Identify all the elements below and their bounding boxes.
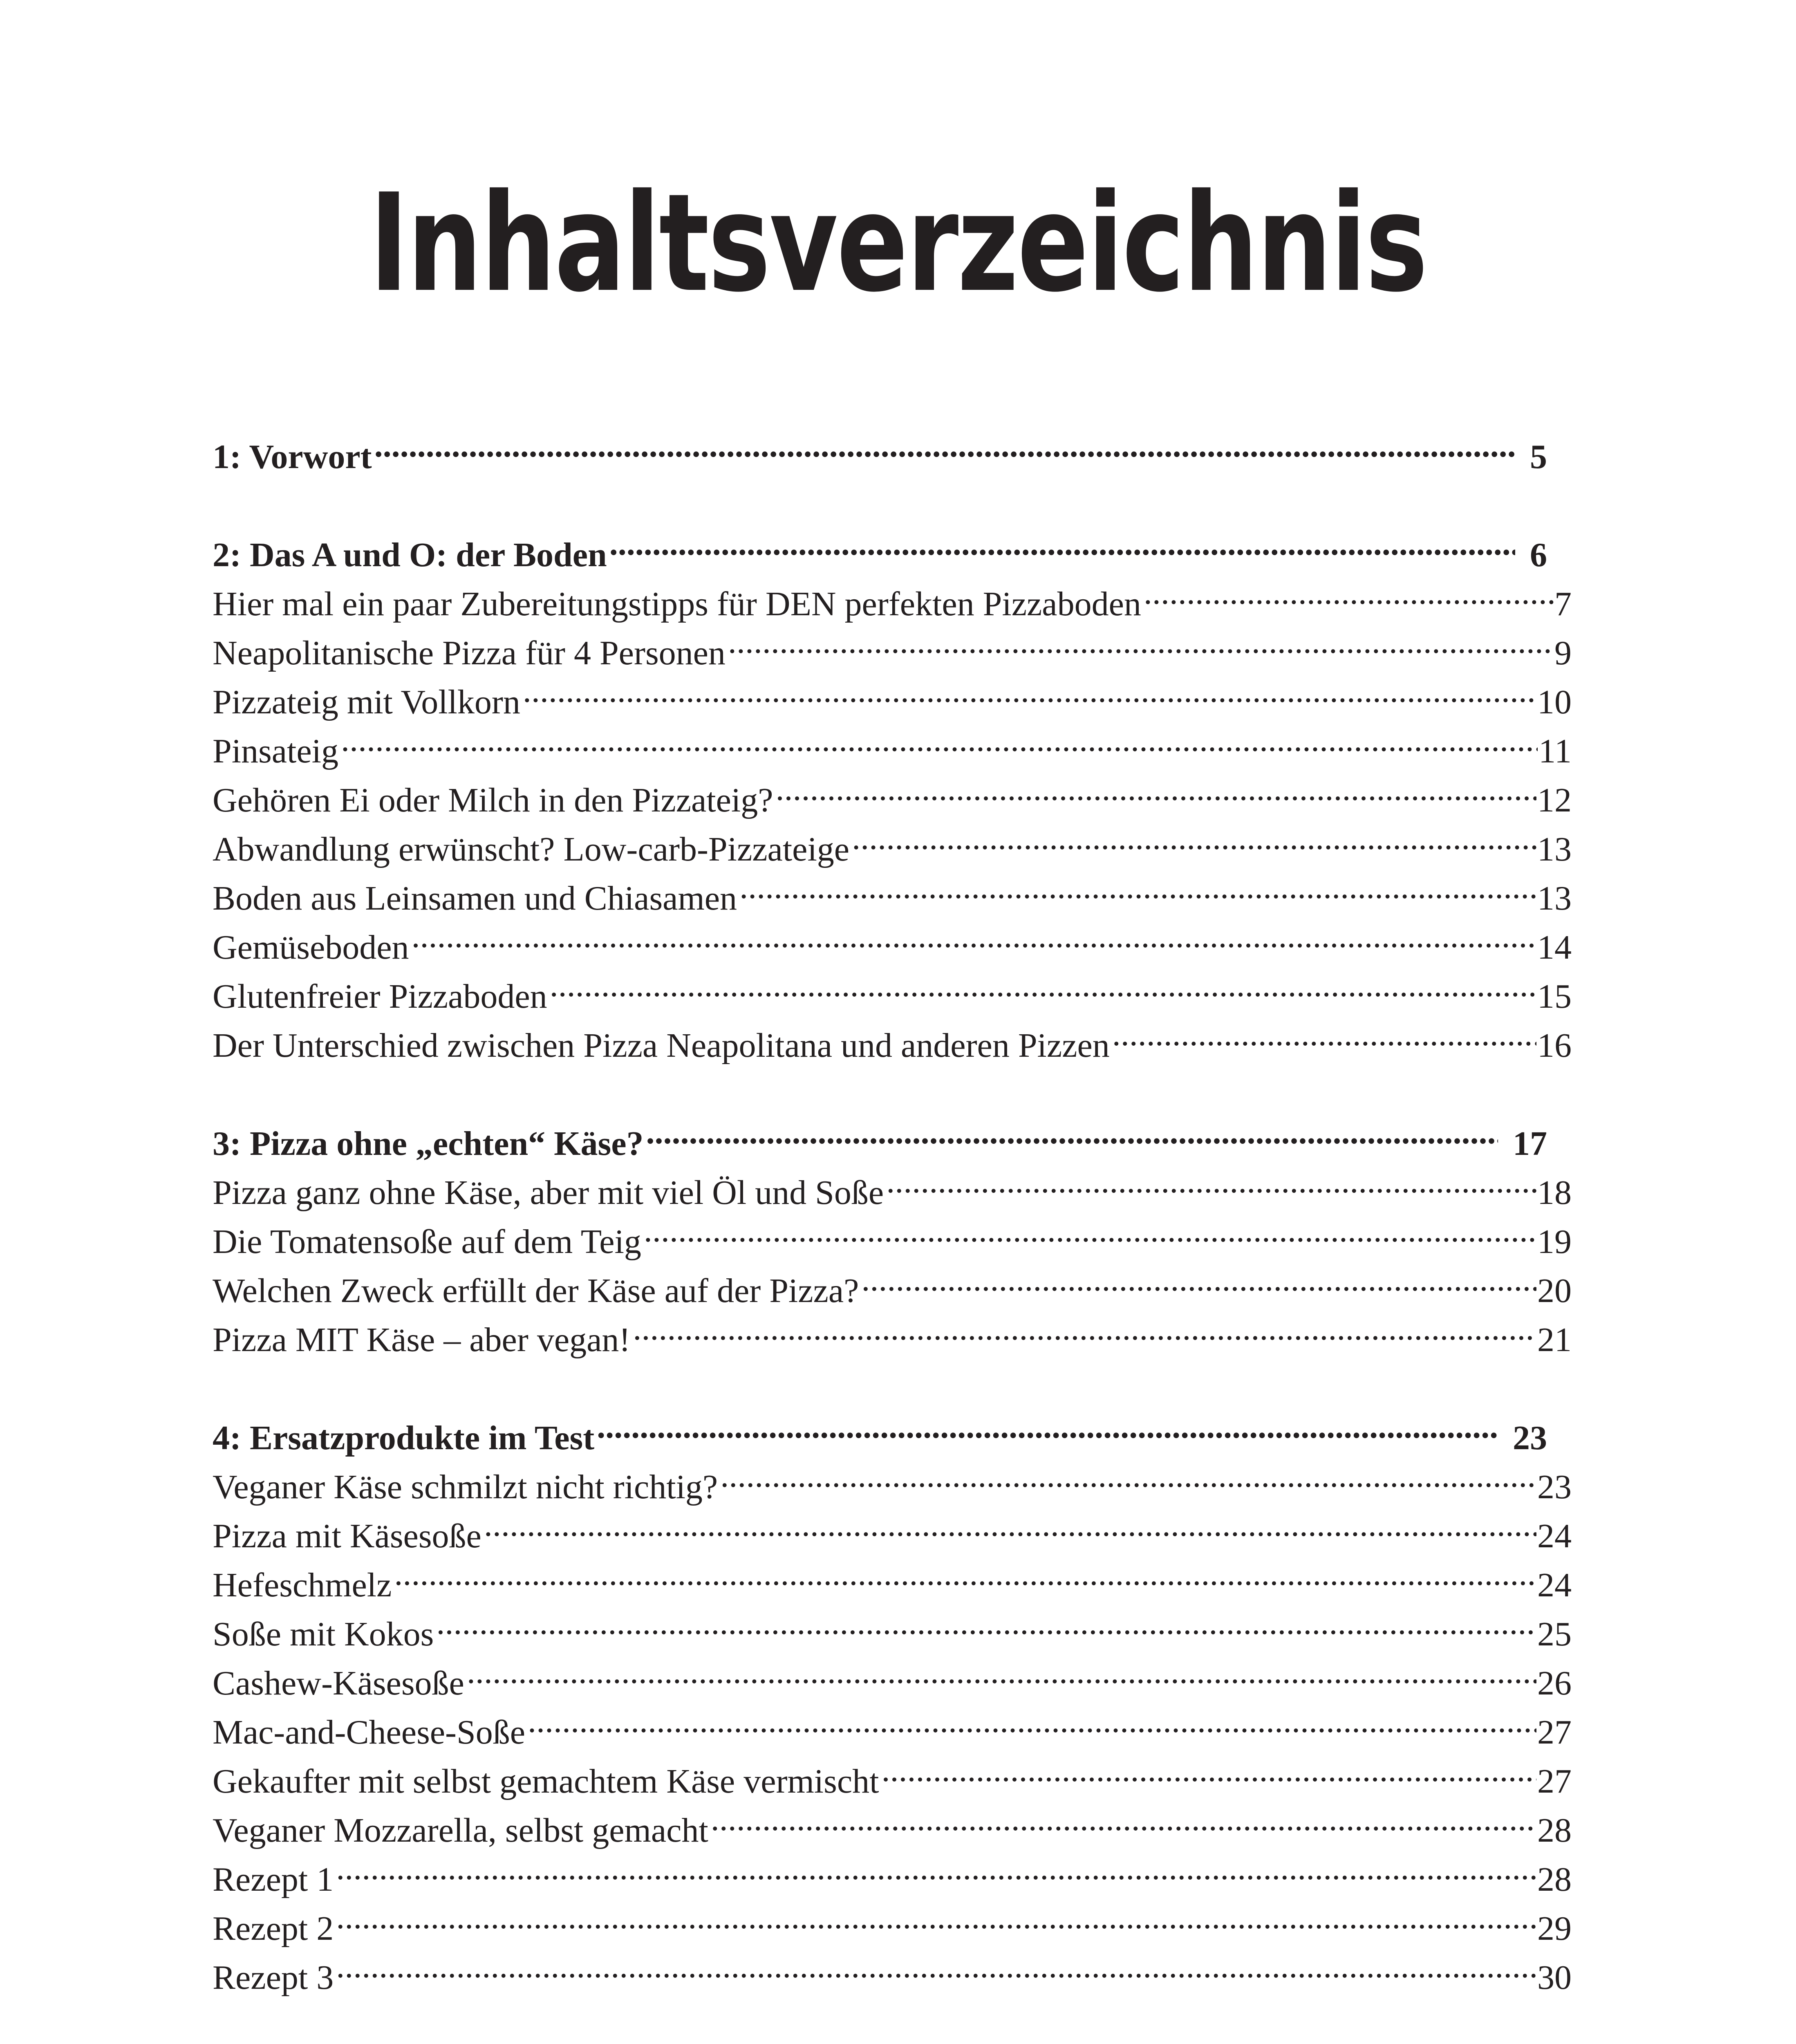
toc-page-number: 27	[1537, 1713, 1572, 1751]
toc-entry-title: Mac-and-Cheese-Soße	[213, 1713, 526, 1751]
toc-page-number: 16	[1537, 1026, 1572, 1065]
toc-entry-title: 3: Pizza ohne „echten“ Käse?	[213, 1125, 644, 1163]
page-title: Inhaltsverzeichnis	[369, 165, 1427, 322]
toc-entry	[213, 1797, 1572, 1849]
toc-entry	[213, 668, 1572, 721]
toc-chapter	[213, 1404, 1547, 1457]
dot-leader	[394, 1551, 1536, 1596]
toc-entry	[213, 914, 1572, 966]
toc-page-number: 28	[1537, 1811, 1572, 1849]
dot-leader	[646, 1110, 1498, 1155]
toc-page-number: 26	[1537, 1664, 1572, 1702]
toc-page-number: 24	[1537, 1517, 1572, 1555]
dot-leader	[597, 1404, 1498, 1449]
toc-entry-title: Der Unterschied zwischen Pizza Neapolitana und anderen Pizzen	[213, 1026, 1110, 1065]
dot-leader	[528, 1699, 1536, 1744]
dot-leader	[467, 1650, 1536, 1694]
toc-page-number: 24	[1537, 1566, 1572, 1604]
toc-page-number: 20	[1537, 1272, 1572, 1310]
toc-page-number: 19	[1537, 1223, 1572, 1261]
toc-entry-title: Gemüseboden	[213, 928, 409, 966]
toc-page-number: 15	[1537, 977, 1572, 1015]
toc-entry	[213, 963, 1572, 1015]
toc-entry-title: Boden aus Leinsamen und Chiasamen	[213, 879, 737, 917]
toc-entry-title: Pizza MIT Käse – aber vegan!	[213, 1321, 631, 1359]
toc-entry-title: Soße mit Kokos	[213, 1615, 434, 1653]
toc-entry	[213, 1895, 1572, 1948]
dot-leader	[341, 717, 1538, 762]
toc-page-number: 25	[1537, 1615, 1572, 1653]
toc-entry	[213, 1650, 1572, 1702]
dot-leader	[336, 1944, 1536, 1989]
toc-entry-title: Glutenfreier Pizzaboden	[213, 977, 547, 1015]
toc-page-number: 21	[1537, 1321, 1572, 1359]
toc-page-number: 23	[1513, 1419, 1547, 1457]
toc-page-number: 27	[1537, 1762, 1572, 1800]
toc-entry-title: Pizzateig mit Vollkorn	[213, 683, 520, 721]
toc-entry	[213, 865, 1572, 917]
dot-leader	[644, 1208, 1536, 1253]
toc-entry	[213, 1846, 1572, 1898]
toc-page-number: 9	[1554, 634, 1572, 672]
dot-leader	[336, 1846, 1536, 1891]
toc-entry	[213, 1944, 1572, 1997]
toc-entry	[213, 1012, 1572, 1065]
toc-entry-title: Neapolitanische Pizza für 4 Personen	[213, 634, 726, 672]
toc-chapter	[213, 423, 1547, 476]
dot-leader	[711, 1797, 1536, 1842]
toc-entry	[213, 1502, 1572, 1555]
toc-chapter	[213, 1110, 1547, 1163]
toc-entry-title: Rezept 3	[213, 1959, 334, 1997]
toc-entry-title: 1: Vorwort	[213, 438, 372, 476]
dot-leader	[776, 766, 1536, 811]
toc-entry-title: Pizza ganz ohne Käse, aber mit viel Öl und Soße	[213, 1174, 884, 1212]
dot-leader	[1144, 570, 1554, 615]
dot-leader	[336, 1895, 1536, 1940]
toc-entry	[213, 717, 1572, 770]
dot-leader	[550, 963, 1536, 1008]
toc-entry-title: Gehören Ei oder Milch in den Pizzateig?	[213, 781, 773, 819]
toc-page-number: 14	[1537, 928, 1572, 966]
toc-entry-title: Cashew-Käsesoße	[213, 1664, 464, 1702]
toc-page-number: 30	[1537, 1959, 1572, 1997]
toc-page-number: 28	[1537, 1860, 1572, 1898]
dot-leader	[484, 1502, 1536, 1547]
toc-chapter	[213, 2042, 1547, 2044]
dot-leader	[978, 2042, 1498, 2044]
dot-leader	[374, 423, 1515, 468]
toc-page-number: 23	[1537, 1468, 1572, 1506]
toc-entry-title: Gekaufter mit selbst gemachtem Käse vermischt	[213, 1762, 879, 1800]
toc-entry	[213, 1600, 1572, 1653]
dot-leader	[609, 521, 1515, 566]
toc-chapter	[213, 521, 1547, 574]
toc-entry-title: Welchen Zweck erfüllt der Käse auf der Pizza?	[213, 1272, 859, 1310]
toc-page-number: 17	[1513, 1125, 1547, 1163]
toc-entry	[213, 1453, 1572, 1506]
toc-entry	[213, 1208, 1572, 1261]
toc-entry	[213, 1748, 1572, 1800]
toc-entry-title: 4: Ersatzprodukte im Test	[213, 1419, 595, 1457]
dot-leader	[852, 816, 1536, 861]
toc-entry-title: Veganer Mozzarella, selbst gemacht	[213, 1811, 708, 1849]
dot-leader	[1112, 1012, 1536, 1057]
toc-entry-title: Pinsateig	[213, 732, 338, 770]
dot-leader	[633, 1306, 1536, 1351]
toc-entry	[213, 619, 1572, 672]
toc-page-number: 6	[1530, 536, 1547, 574]
toc-entry-title: Abwandlung erwünscht? Low-carb-Pizzateige	[213, 830, 850, 868]
toc-entry	[213, 570, 1572, 623]
toc-entry	[213, 766, 1572, 819]
toc-entry-title: Die Tomatensoße auf dem Teig	[213, 1223, 641, 1261]
toc-entry-title: Pizza mit Käsesoße	[213, 1517, 481, 1555]
dot-leader	[436, 1600, 1536, 1645]
dot-leader	[720, 1453, 1536, 1498]
toc-entry	[213, 1159, 1572, 1212]
toc-page-number: 13	[1537, 830, 1572, 868]
toc-entry-title: Hier mal ein paar Zubereitungstipps für DEN perfekten Pizzaboden	[213, 585, 1141, 623]
toc-page-number: 12	[1537, 781, 1572, 819]
toc-page-number: 18	[1537, 1174, 1572, 1212]
dot-leader	[886, 1159, 1536, 1204]
toc-page-number: 7	[1554, 585, 1572, 623]
dot-leader	[523, 668, 1536, 713]
toc-entry	[213, 816, 1572, 868]
dot-leader	[739, 865, 1536, 910]
dot-leader	[861, 1257, 1536, 1302]
toc-entry-title: Veganer Käse schmilzt nicht richtig?	[213, 1468, 718, 1506]
toc-page-number: 5	[1530, 438, 1547, 476]
toc-entry	[213, 1257, 1572, 1310]
toc-page-number: 13	[1537, 879, 1572, 917]
toc-entry	[213, 1551, 1572, 1604]
toc-entry	[213, 1306, 1572, 1359]
toc-page-number: 11	[1538, 732, 1572, 770]
toc-entry	[213, 1699, 1572, 1751]
dot-leader	[881, 1748, 1536, 1793]
dot-leader	[412, 914, 1536, 959]
toc-page-number: 29	[1537, 1910, 1572, 1948]
toc-entry-title: Rezept 2	[213, 1910, 334, 1948]
toc-page-number: 10	[1537, 683, 1572, 721]
toc-entry-title: Hefeschmelz	[213, 1566, 392, 1604]
toc-entry-title: Rezept 1	[213, 1860, 334, 1898]
toc-entry-title: 2: Das A und O: der Boden	[213, 536, 607, 574]
dot-leader	[728, 619, 1554, 664]
